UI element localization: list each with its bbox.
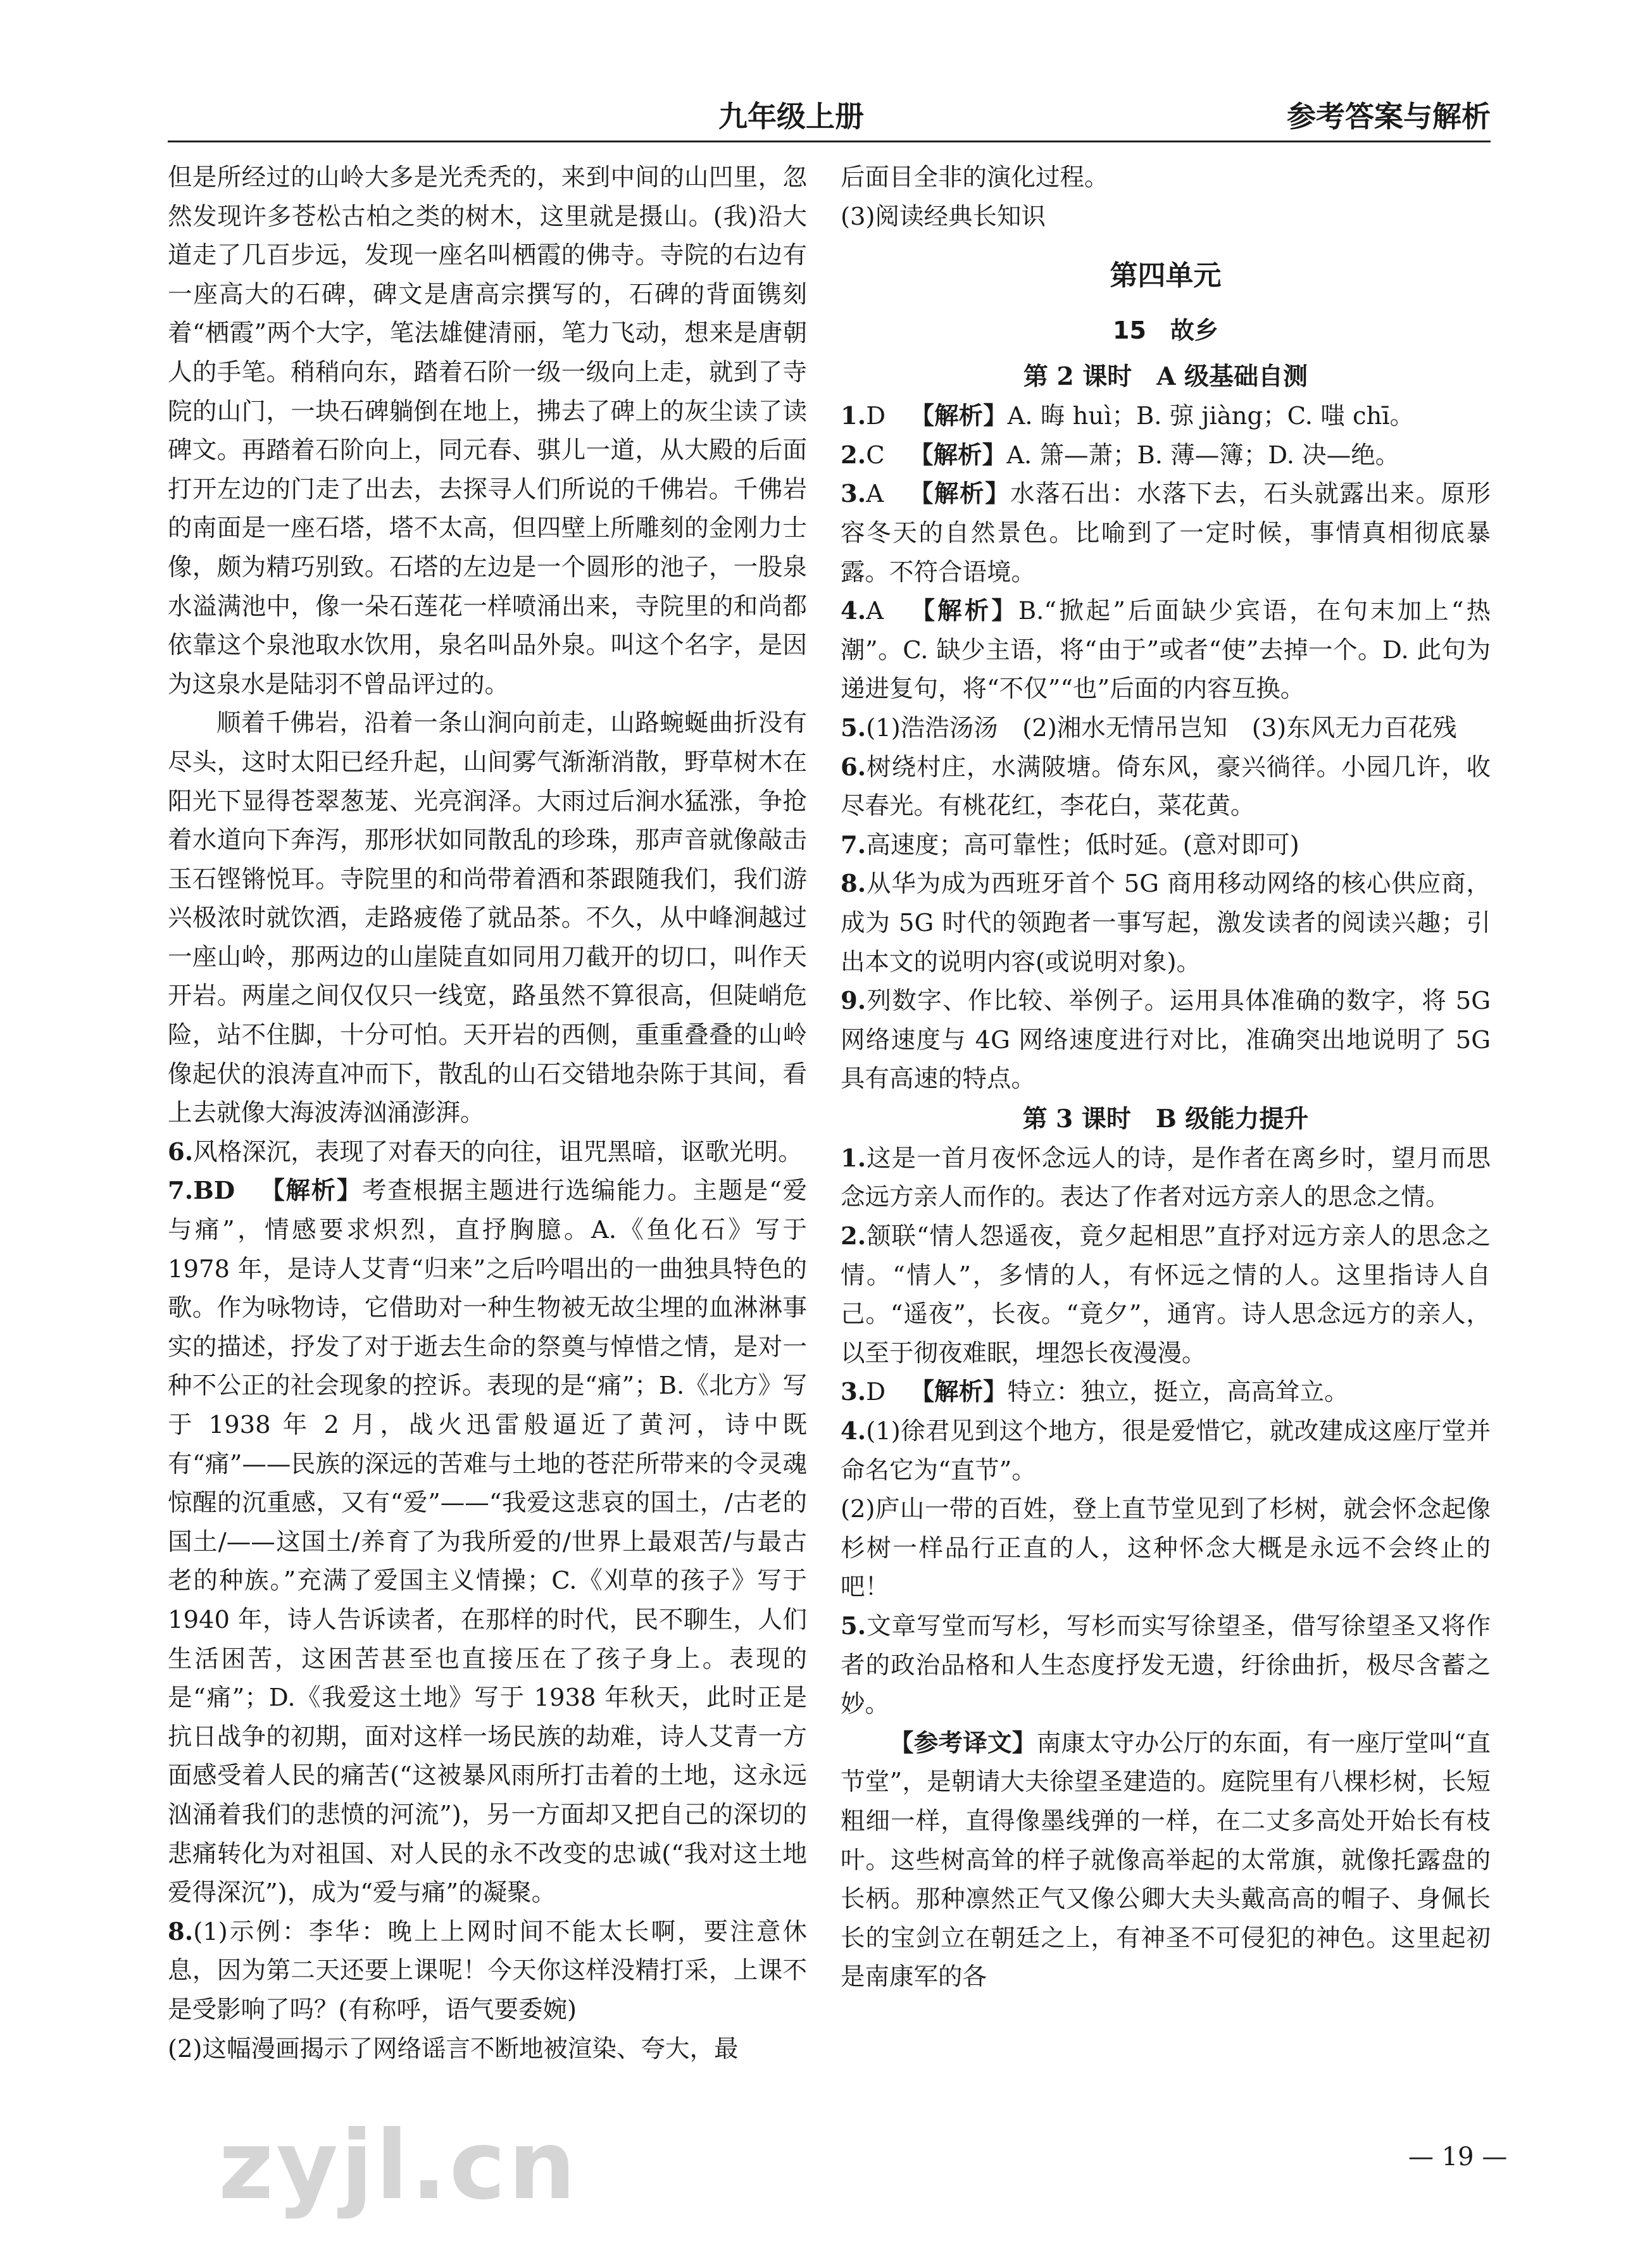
item-text: B.“掀起”后面缺少宾语，在句末加上“热潮”。C. 缺少主语，将“由于”或者“使”去掉一个。D. 此句为递进复句，将“不仅”“也”后面的内容互换。 xyxy=(841,597,1491,704)
translation-paragraph: 但是所经过的山岭大多是光秃秃的，来到中间的山凹里，忽然发现许多苍松古柏之类的树木，这里就是摄山。(我)沿大道走了几百步远，发现一座名叫栖霞的佛寺。寺院的右边有一座高大的石碑，碑文是唐高宗撰写的，石碑的背面镌刻着“栖霞”两个大字，笔法雄健清丽，笔力飞动，想来是唐朝人的手笔。稍稍向东，踏着石阶一级一级向上走，就到了寺院的山门，一块石碑躺倒在地上，拂去了碑上的灰尘读了读碑文。再踏着石阶向上，同元春、骐儿一道，从大殿的后面打开左边的门走了出去，去探寻人们所说的千佛岩。千佛岩的南面是一座石塔，塔不太高，但四壁上所雕刻的金刚力士像，颇为精巧别致。石塔的左边是一个圆形的池子，一股泉水溢满池中，像一朵石莲花一样喷涌出来，寺院里的和尚都依靠这个泉池取水饮用，泉名叫品外泉。叫这个名字，是因为这泉水是陆羽不曾品评过的。 xyxy=(168,163,807,699)
item-text: (1)浩浩汤汤 (2)湘水无情吊岂知 (3)东风无力百花残 xyxy=(866,713,1457,742)
unit-title: 第四单元 xyxy=(1110,259,1222,292)
answer-a-6 xyxy=(841,748,1491,826)
item-number: 5. xyxy=(841,1612,867,1641)
answer-b-5 xyxy=(841,1607,1491,1724)
item-text: 树绕村庄，水满陂塘。倚东风，豪兴徜徉。小园几许，收尽春光。有桃花红，李花白，菜花黄。 xyxy=(841,753,1491,821)
item-number: 3. xyxy=(841,480,867,509)
answer-b-4-2 xyxy=(841,1490,1491,1607)
answer-a-1 xyxy=(841,397,1491,436)
item-text: (2)这幅漫画揭示了网络谣言不断地被渲染、夸大，最 xyxy=(168,2034,739,2063)
page-number: — 19 — xyxy=(1408,2142,1508,2172)
answer-b-1 xyxy=(841,1139,1491,1217)
item-answer: A xyxy=(866,480,884,509)
item-number: 4. xyxy=(841,597,867,626)
item-number: 5. xyxy=(841,713,867,742)
answer-item-8 xyxy=(168,1913,807,2030)
answer-item-7 xyxy=(168,1172,807,1912)
item-number: 8. xyxy=(168,1917,194,1946)
item-text: A. 箫—萧；B. 薄—簿；D. 决—绝。 xyxy=(1006,441,1400,470)
analysis-tag: 【解析】 xyxy=(908,480,1011,509)
watermark: zyjl.cn xyxy=(218,2111,579,2221)
item-text: (1)徐君见到这个地方，很是爱惜它，就改建成这座厅堂并命名它为“直节”。 xyxy=(841,1417,1491,1485)
item-text: A. 晦 huì；B. 弶 jiàng；C. 嗤 chī。 xyxy=(1007,402,1415,431)
item-answer: D xyxy=(866,402,886,431)
item-answer: D xyxy=(866,1378,886,1407)
answer-a-2 xyxy=(841,436,1491,475)
analysis-tag: 【解析】 xyxy=(909,441,1007,470)
item-text: (2)庐山一带的百姓，登上直节堂见到了杉树，就会怀念起像杉树一样品行正直的人，这种怀念大概是永远不会终止的吧！ xyxy=(841,1495,1491,1602)
item-text: 列数字、作比较、举例子。运用具体准确的数字，将 5G 网络速度与 4G 网络速度进行对比，准确突出地说明了 5G 具有高速的特点。 xyxy=(841,987,1491,1094)
translation-tag: 【参考译文】 xyxy=(889,1728,1037,1758)
lesson-title: 15 故乡 xyxy=(1113,316,1218,345)
reference-translation xyxy=(841,1724,1491,1997)
analysis-tag: 【解析】 xyxy=(908,597,1018,626)
analysis-tag: 【解析】 xyxy=(259,1177,363,1206)
item-text: 高速度；高可靠性；低时延。(意对即可) xyxy=(866,830,1299,859)
continued-text: (3)阅读经典长知识 xyxy=(841,202,1046,231)
answer-item-8-2 xyxy=(168,2030,807,2069)
item-number: 9. xyxy=(841,987,867,1016)
right-column xyxy=(841,158,1491,1997)
item-answer: A xyxy=(866,597,884,626)
answer-b-4 xyxy=(841,1412,1491,1490)
item-number: 1. xyxy=(841,1144,867,1173)
item-number: 3. xyxy=(841,1378,867,1407)
item-text: 文章写堂而写杉，写杉而实写徐望圣，借写徐望圣又将作者的政治品格和人生态度抒发无遗，纡徐曲折，极尽含蓄之妙。 xyxy=(841,1612,1491,1719)
item-number: 7. xyxy=(168,1177,194,1206)
answer-a-5 xyxy=(841,709,1491,748)
item-text: 考查根据主题进行选编能力。主题是“爱与痛”，情感要求炽烈，直抒胸臆。A.《鱼化石》写于 1978 年，是诗人艾青“归来”之后吟唱出的一曲独具特色的歌。作为咏物诗，它借助对一种生物被无故尘埋的血淋淋事实的描述，抒发了对于逝去生命的祭奠与悼惜之情，是对一种不公正的社会现象的控诉。表现的是“痛”；B.《北方》写于 1938 年 2 月，战火迅雷般逼近了黄河，诗中既有“痛”——民族的深远的苦难与土地的苍茫所带来的令灵魂惊醒的沉重感，又有“爱”——“我爱这悲哀的国土，/古老的国土/——这国土/养育了为我所爱的/世界上最艰苦/与最古老的种族。”充满了爱国主义情操；C.《刈草的孩子》写于 1940 年，诗人告诉读者，在那样的时代，民不聊生，人们生活困苦，这困苦甚至也直接压在了孩子身上。表现的是“痛”；D.《我爱这土地》写于 1938 年秋天，此时正是抗日战争的初期，面对这样一场民族的劫难，诗人艾青一方面感受着人民的痛苦(“这被暴风雨所打击着的土地，这永远汹涌着我们的悲愤的河流”)，另一方面却又把自己的深切的悲痛转化为对祖国、对人民的永不改变的忠诚(“我对这土地爱得深沉”)，成为“爱与痛”的凝聚。 xyxy=(168,1177,807,1908)
item-number: 2. xyxy=(841,441,867,470)
header-section: 参考答案与解析 xyxy=(1287,99,1491,134)
item-text: 风格深沉，表现了对春天的向往，诅咒黑暗，讴歌光明。 xyxy=(193,1137,803,1166)
analysis-tag: 【解析】 xyxy=(910,1378,1008,1407)
answer-item-6 xyxy=(168,1133,807,1172)
answer-a-7 xyxy=(841,826,1491,865)
item-number: 6. xyxy=(841,753,867,782)
item-number: 7. xyxy=(841,830,867,859)
item-text: (1)示例：李华：晚上上网时间不能太长啊，要注意休息，因为第二天还要上课呢！今天你这样没精打采，上课不是受影响了吗？(有称呼，语气要委婉) xyxy=(168,1917,807,2024)
answer-a-4 xyxy=(841,592,1491,709)
answer-b-3 xyxy=(841,1373,1491,1412)
answer-a-9 xyxy=(841,982,1491,1099)
answer-b-2 xyxy=(841,1217,1491,1373)
answer-a-3 xyxy=(841,475,1491,592)
item-answer: BD xyxy=(193,1177,235,1206)
item-number: 1. xyxy=(841,402,867,431)
header-grade: 九年级上册 xyxy=(718,99,864,134)
left-column xyxy=(168,158,807,2068)
page-header xyxy=(168,89,1491,142)
continued-text: 后面目全非的演化过程。 xyxy=(841,163,1109,192)
item-answer: C xyxy=(866,441,885,470)
translation-paragraph: 顺着千佛岩，沿着一条山涧向前走，山路蜿蜒曲折没有尽头，这时太阳已经升起，山间雾气渐渐消散，野草树木在阳光下显得苍翠葱茏、光亮润泽。大雨过后涧水猛涨，争抢着水道向下奔泻，那形状如同散乱的珍珠，那声音就像敲击玉石铿锵悦耳。寺院里的和尚带着酒和茶跟随我们，我们游兴极浓时就饮酒，走路疲倦了就品茶。不久，从中峰涧越过一座山岭，那两边的山崖陡直如同用刀截开的切口，叫作天开岩。两崖之间仅仅只一线宽，路虽然不算很高，但陡峭危险，站不住脚，十分可怕。天开岩的西侧，重重叠叠的山岭像起伏的浪涛直冲而下，散乱的山石交错地杂陈于其间，看上去就像大海波涛汹涌澎湃。 xyxy=(168,709,807,1128)
item-number: 4. xyxy=(841,1417,867,1446)
item-text: 特立：独立，挺立，高高耸立。 xyxy=(1007,1378,1349,1407)
analysis-tag: 【解析】 xyxy=(910,402,1008,431)
item-number: 8. xyxy=(841,870,867,899)
section-a-title: 第 2 课时 A 级基础自测 xyxy=(1023,362,1308,392)
answer-a-8 xyxy=(841,865,1491,982)
item-number: 2. xyxy=(841,1222,867,1251)
item-text: 从华为成为西班牙首个 5G 商用移动网络的核心供应商，成为 5G 时代的领跑者一事写起，激发读者的阅读兴趣；引出本文的说明内容(或说明对象)。 xyxy=(841,870,1491,977)
translation-text: 南康太守办公厅的东面，有一座厅堂叫“直节堂”，是朝请大夫徐望圣建造的。庭院里有八棵杉树，长短粗细一样，直得像墨线弹的一样，在二丈多高处开始长有枝叶。这些树高耸的样子就像高举起的太常旗，就像托露盘的长柄。那种凛然正气又像公卿大夫头戴高高的帽子、身佩长长的宝剑立在朝廷之上，有神圣不可侵犯的神色。这里起初是南康军的各 xyxy=(841,1728,1491,1992)
item-text: 颔联“情人怨遥夜，竟夕起相思”直抒对远方亲人的思念之情。“情人”，多情的人，有怀远之情的人。这里指诗人自己。“遥夜”，长夜。“竟夕”，通宵。诗人思念远方的亲人，以至于彻夜难眠，埋怨长夜漫漫。 xyxy=(841,1222,1491,1368)
section-b-title: 第 3 课时 B 级能力提升 xyxy=(1022,1104,1309,1134)
item-text: 这是一首月夜怀念远人的诗，是作者在离乡时，望月而思念远方亲人而作的。表达了作者对远方亲人的思念之情。 xyxy=(841,1144,1491,1212)
item-text: 水落石出：水落下去，石头就露出来。原形容冬天的自然景色。比喻到了一定时候，事情真相彻底暴露。不符合语境。 xyxy=(841,480,1491,587)
item-number: 6. xyxy=(168,1137,194,1166)
